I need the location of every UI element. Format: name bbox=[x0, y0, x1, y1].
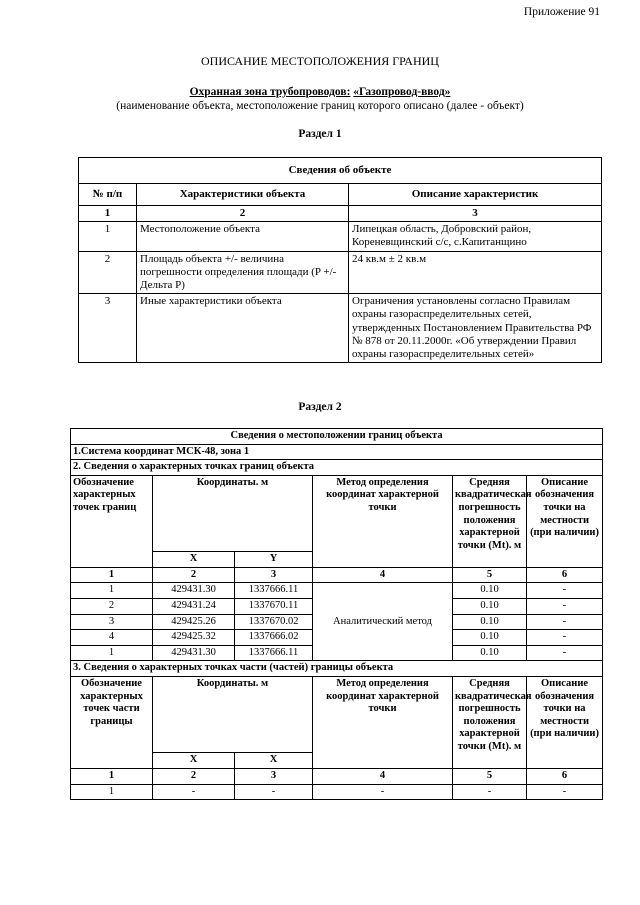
appendix-label: Приложение 91 bbox=[523, 6, 600, 18]
point-y: 1337666.11 bbox=[235, 645, 313, 661]
row-description: 24 кв.м ± 2 кв.м bbox=[349, 251, 602, 294]
boundary-table-title: Сведения о местоположении границ объекта bbox=[71, 429, 603, 445]
column-number: 1 bbox=[79, 206, 137, 222]
table-row bbox=[79, 294, 602, 363]
part-point-id: 1 bbox=[71, 784, 153, 800]
part-point-error: - bbox=[453, 784, 527, 800]
row-description: Ограничения установлены согласно Правилам охраны газораспределительных сетей, утвержденных Постановлением Правительства РФ № 878 от 20.11.2000г. «Об утверждении Правил охраны газораспределительных сетей» bbox=[349, 294, 602, 363]
table-row bbox=[79, 251, 602, 294]
column-number: 1 bbox=[71, 768, 153, 784]
column-number: 2 bbox=[153, 768, 235, 784]
part-point-x: - bbox=[153, 784, 235, 800]
object-description: (наименование объекта, местоположение границ которого описано (далее - объект) bbox=[116, 100, 524, 112]
row-characteristic: Площадь объекта +/- величина погрешности определения площади (P +/- Дельта P) bbox=[137, 251, 349, 294]
method-value: Аналитический метод bbox=[313, 583, 453, 661]
part-point-method: - bbox=[313, 784, 453, 800]
part-point-y: - bbox=[235, 784, 313, 800]
header-characteristic: Характеристики объекта bbox=[137, 184, 349, 206]
part3-title: 3. Сведения о характерных точках части (частей) границы объекта bbox=[71, 661, 603, 677]
header-error: Средняя квадратическая погрешность положения характерной точки (Mt). м bbox=[453, 475, 527, 567]
header-x-second: X bbox=[235, 752, 313, 768]
column-number: 6 bbox=[527, 768, 603, 784]
header-coordinates: Координаты. м bbox=[153, 676, 313, 752]
part-point-description: - bbox=[527, 784, 603, 800]
point-y: 1337670.11 bbox=[235, 598, 313, 614]
column-number: 3 bbox=[235, 768, 313, 784]
column-number: 4 bbox=[313, 567, 453, 583]
point-id: 1 bbox=[71, 583, 153, 599]
row-number: 3 bbox=[79, 294, 137, 363]
point-y: 1337670.02 bbox=[235, 614, 313, 630]
table-row bbox=[71, 784, 603, 800]
header-y: Y bbox=[235, 551, 313, 567]
column-number: 2 bbox=[153, 567, 235, 583]
column-number: 3 bbox=[349, 206, 602, 222]
point-id: 1 bbox=[71, 645, 153, 661]
point-y: 1337666.11 bbox=[235, 583, 313, 599]
boundary-table bbox=[70, 428, 603, 800]
header-x: X bbox=[153, 752, 235, 768]
point-description: - bbox=[527, 614, 603, 630]
point-x: 429425.32 bbox=[153, 630, 235, 646]
point-x: 429431.30 bbox=[153, 583, 235, 599]
header-coordinates: Координаты. м bbox=[153, 475, 313, 551]
coordinate-system: 1.Система координат МСК-48, зона 1 bbox=[71, 444, 603, 460]
header-number: № п/п bbox=[79, 184, 137, 206]
object-line bbox=[0, 86, 640, 98]
row-characteristic: Местоположение объекта bbox=[137, 222, 349, 251]
point-error: 0.10 bbox=[453, 614, 527, 630]
point-x: 429425.26 bbox=[153, 614, 235, 630]
point-id: 2 bbox=[71, 598, 153, 614]
point-error: 0.10 bbox=[453, 583, 527, 599]
point-error: 0.10 bbox=[453, 645, 527, 661]
section1-title: Раздел 1 bbox=[298, 128, 342, 140]
column-number: 5 bbox=[453, 768, 527, 784]
header-point-description: Описание обозначения точки на местности (при наличии) bbox=[527, 475, 603, 567]
row-number: 2 bbox=[79, 251, 137, 294]
document-title: ОПИСАНИЕ МЕСТОПОЛОЖЕНИЯ ГРАНИЦ bbox=[201, 54, 439, 68]
point-id: 4 bbox=[71, 630, 153, 646]
point-x: 429431.30 bbox=[153, 645, 235, 661]
point-error: 0.10 bbox=[453, 630, 527, 646]
row-number: 1 bbox=[79, 222, 137, 251]
header-description: Описание характеристик bbox=[349, 184, 602, 206]
object-name: «Газопровод-ввод» bbox=[353, 86, 451, 98]
table-row bbox=[71, 583, 603, 599]
header-method: Метод определения координат характерной точки bbox=[313, 676, 453, 768]
column-number: 5 bbox=[453, 567, 527, 583]
section2-title: Раздел 2 bbox=[298, 401, 342, 413]
point-description: - bbox=[527, 645, 603, 661]
point-error: 0.10 bbox=[453, 598, 527, 614]
point-id: 3 bbox=[71, 614, 153, 630]
header-method: Метод определения координат характерной точки bbox=[313, 475, 453, 567]
point-description: - bbox=[527, 630, 603, 646]
point-x: 429431.24 bbox=[153, 598, 235, 614]
point-y: 1337666.02 bbox=[235, 630, 313, 646]
point-description: - bbox=[527, 583, 603, 599]
column-number: 1 bbox=[71, 567, 153, 583]
header-designation-part: Обозначение характерных точек части границы bbox=[71, 676, 153, 768]
point-description: - bbox=[527, 598, 603, 614]
header-designation: Обозначение характерных точек границ bbox=[71, 475, 153, 567]
row-characteristic: Иные характеристики объекта bbox=[137, 294, 349, 363]
column-number: 3 bbox=[235, 567, 313, 583]
object-label: Охранная зона трубопроводов: bbox=[189, 86, 351, 98]
object-info-title: Сведения об объекте bbox=[79, 158, 602, 184]
part2-title: 2. Сведения о характерных точках границ объекта bbox=[71, 460, 603, 476]
header-error: Средняя квадратическая погрешность положения характерной точки (Mt). м bbox=[453, 676, 527, 768]
object-info-table bbox=[78, 157, 602, 363]
column-number: 2 bbox=[137, 206, 349, 222]
table-row bbox=[79, 222, 602, 251]
header-x: X bbox=[153, 551, 235, 567]
header-point-description: Описание обозначения точки на местности (при наличии) bbox=[527, 676, 603, 768]
column-number: 4 bbox=[313, 768, 453, 784]
row-description: Липецкая область, Добровский район, Кореневщинский с/с, с.Капитанщино bbox=[349, 222, 602, 251]
column-number: 6 bbox=[527, 567, 603, 583]
